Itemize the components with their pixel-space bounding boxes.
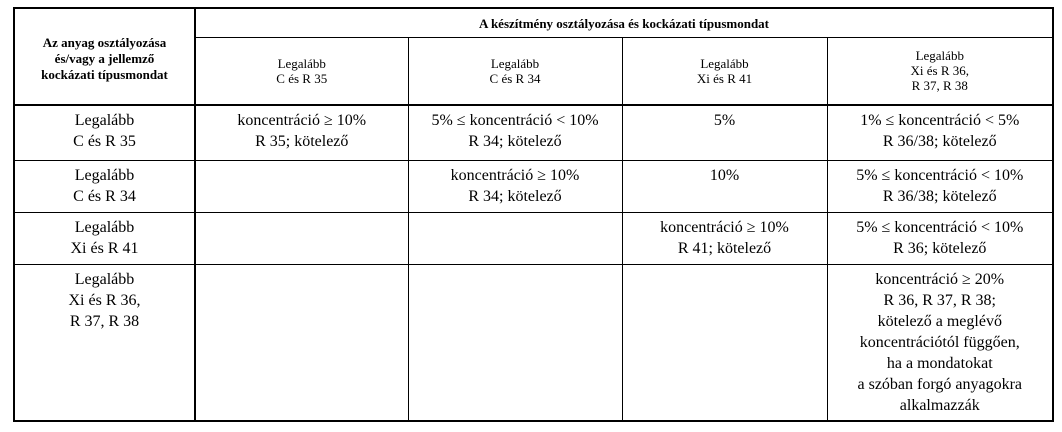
table-cell: 10% (622, 160, 827, 212)
table-cell (195, 160, 408, 212)
table-row (14, 212, 1053, 264)
table-cell (622, 264, 827, 421)
corner-header-line: Az anyag osztályozása (42, 34, 167, 50)
column-header-c-r34: Legalább C és R 34 (408, 37, 622, 105)
table-cell: 1% ≤ koncentráció < 5% R 36/38; kötelező (827, 105, 1053, 160)
table-cell: koncentráció ≥ 10% R 35; kötelező (195, 105, 408, 160)
table-row (14, 105, 1053, 160)
table-cell (195, 212, 408, 264)
column-header-xi-r41: Legalább Xi és R 41 (622, 37, 827, 105)
table-row (14, 264, 1053, 421)
preparation-header: A készítmény osztályozása és kockázati típusmondat (195, 8, 1053, 37)
corner-header-line: és/vagy a jellemző (54, 50, 155, 66)
corner-header-line: kockázati típusmondat (41, 66, 168, 82)
row-header-c-r35: Legalább C és R 35 (14, 105, 195, 160)
corner-header (14, 8, 195, 105)
table-row (14, 160, 1053, 212)
table-cell: 5% ≤ koncentráció < 10% R 34; kötelező (408, 105, 622, 160)
column-header-c-r35: Legalább C és R 35 (195, 37, 408, 105)
table-cell (195, 264, 408, 421)
table-cell: 5% ≤ koncentráció < 10% R 36; kötelező (827, 212, 1053, 264)
classification-table (13, 7, 1054, 422)
table-cell: 5% ≤ koncentráció < 10% R 36/38; kötelező (827, 160, 1053, 212)
row-header-xi-r41: Legalább Xi és R 41 (14, 212, 195, 264)
table-cell (408, 264, 622, 421)
column-header-xi-r36-r37-r38: Legalább Xi és R 36, R 37, R 38 (827, 37, 1053, 105)
table-cell: 5% (622, 105, 827, 160)
row-header-c-r34: Legalább C és R 34 (14, 160, 195, 212)
table-cell: koncentráció ≥ 20% R 36, R 37, R 38; kötelező a meglévő koncentrációtól függően, ha a mondatokat a szóban forgó anyagokra alkalmazzák (827, 264, 1053, 421)
table-cell (408, 212, 622, 264)
row-header-xi-r36-r37-r38: Legalább Xi és R 36, R 37, R 38 (14, 264, 195, 421)
table-cell: koncentráció ≥ 10% R 41; kötelező (622, 212, 827, 264)
table-cell: koncentráció ≥ 10% R 34; kötelező (408, 160, 622, 212)
